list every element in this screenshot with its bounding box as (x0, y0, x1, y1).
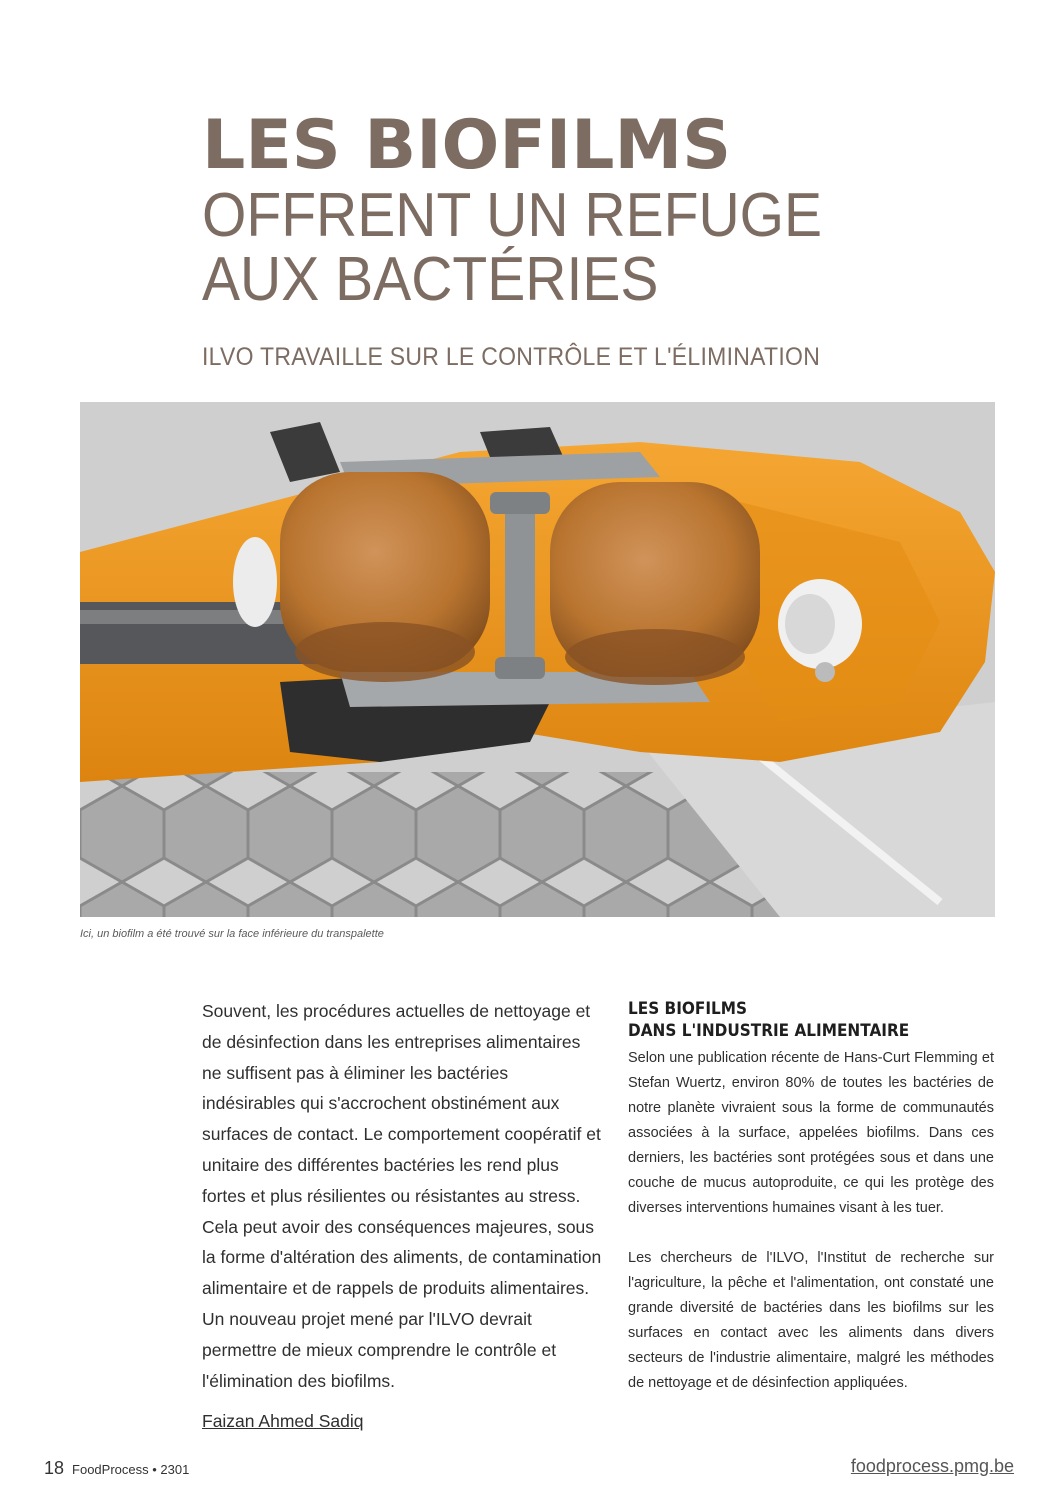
intro-text: Souvent, les procédures actuelles de nettoyage et de désinfection dans les entreprises alimentaires ne suffisent pas à éliminer les bactéries indésirables qui s'accrochent obstinément aux surfaces de contact. Le comportement coopératif et unitaire des différentes bactéries les rend plus fortes et plus résilientes ou résistantes au stress. Cela peut avoir des conséquences majeures, sous la forme d'altération des aliments, de contamination alimentaire et de rappels de produits alimentaires. Un nouveau projet mené par l'ILVO devrait permettre de mieux comprendre le contrôle et l'élimination des biofilms. (202, 1001, 602, 1391)
title-line-2: OFFRENT UN REFUGE (202, 181, 823, 250)
body-paragraph-1: Selon une publication récente de Hans-Curt Flemming et Stefan Wuertz, environ 80% de toutes les bactéries de notre planète vivraient sous la forme de communautés associées à la surface, appelées biofilms. Dans ces derniers, les bactéries sont protégées sous et dans une couche de mucus autoproduite, ce qui les protège des diverses interventions humaines visant à les tuer. (628, 1050, 994, 1216)
section-heading-line-1: LES BIOFILMS (628, 999, 748, 1019)
pallet-truck-photo (80, 402, 995, 917)
body-paragraph-2: Les chercheurs de l'ILVO, l'Institut de recherche sur l'agriculture, la pêche et l'alimentation, ont constaté une grande diversité de bactéries dans les biofilms sur les surfaces en contact avec les aliments dans divers secteurs de l'industrie alimentaire, malgré les méthodes de nettoyage et de désinfection appliquées. (628, 1250, 994, 1391)
publication-issue: FoodProcess • 2301 (72, 1462, 190, 1477)
author-name[interactable]: Faizan Ahmed Sadiq (202, 1411, 364, 1431)
section-heading-line-2: DANS L'INDUSTRIE ALIMENTAIRE (628, 1021, 910, 1041)
website-link[interactable]: foodprocess.pmg.be (850, 1456, 1014, 1476)
body-column (628, 998, 994, 1396)
footer-publication (44, 1458, 189, 1479)
photo-caption: Ici, un biofilm a été trouvé sur la face inférieure du transpalette (80, 928, 384, 940)
page-number: 18 (44, 1458, 65, 1478)
article-title (202, 108, 876, 312)
article-subtitle: ILVO TRAVAILLE SUR LE CONTRÔLE ET L'ÉLIMINATION (202, 343, 821, 371)
title-line-1: LES BIOFILMS (202, 106, 732, 185)
title-line-3: AUX BACTÉRIES (202, 245, 659, 314)
intro-paragraph (202, 996, 602, 1396)
